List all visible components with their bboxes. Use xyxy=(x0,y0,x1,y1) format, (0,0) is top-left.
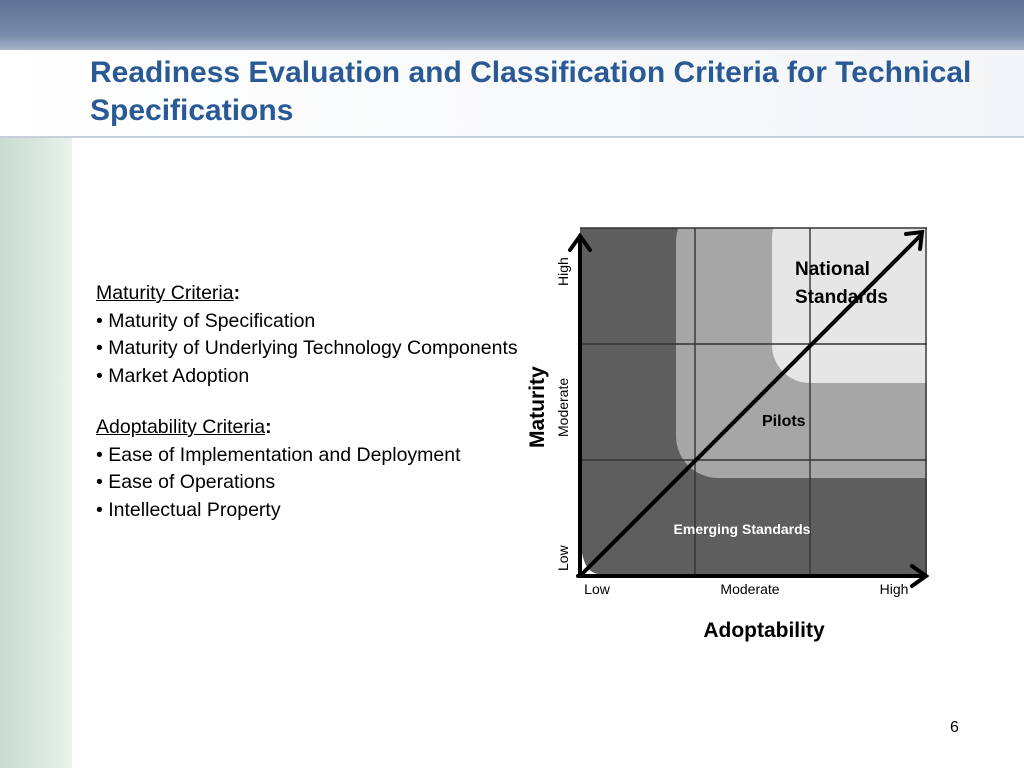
adoptability-heading: Adoptability Criteria: xyxy=(96,416,272,438)
maturity-item: • Market Adoption xyxy=(96,364,250,387)
maturity-item: • Maturity of Underlying Technology Components xyxy=(96,337,518,359)
maturity-heading: Maturity Criteria: xyxy=(96,282,241,304)
y-tick-low: Low xyxy=(555,545,571,571)
y-tick-moderate: Moderate xyxy=(555,377,571,437)
y-axis-title: Maturity xyxy=(526,366,549,448)
adoptability-item: • Intellectual Property xyxy=(96,498,281,521)
x-tick-high: High xyxy=(879,581,909,597)
page-number: 6 xyxy=(950,719,959,736)
adoptability-item: • Ease of Implementation and Deployment xyxy=(96,443,461,466)
x-axis-title: Adoptability xyxy=(703,619,825,642)
pilots-label: Pilots xyxy=(762,413,806,430)
slide-title: Readiness Evaluation and Classification Criteria for Technical Specifications xyxy=(90,56,972,127)
x-tick-low: Low xyxy=(584,581,610,597)
national-label-line1: National xyxy=(795,259,870,280)
national-label-line2: Standards xyxy=(795,287,888,308)
adoptability-item: • Ease of Operations xyxy=(96,471,276,493)
y-tick-high: High xyxy=(555,257,571,286)
x-tick-moderate: Moderate xyxy=(720,581,780,597)
emerging-label: Emerging Standards xyxy=(673,521,811,537)
maturity-item: • Maturity of Specification xyxy=(96,309,316,332)
